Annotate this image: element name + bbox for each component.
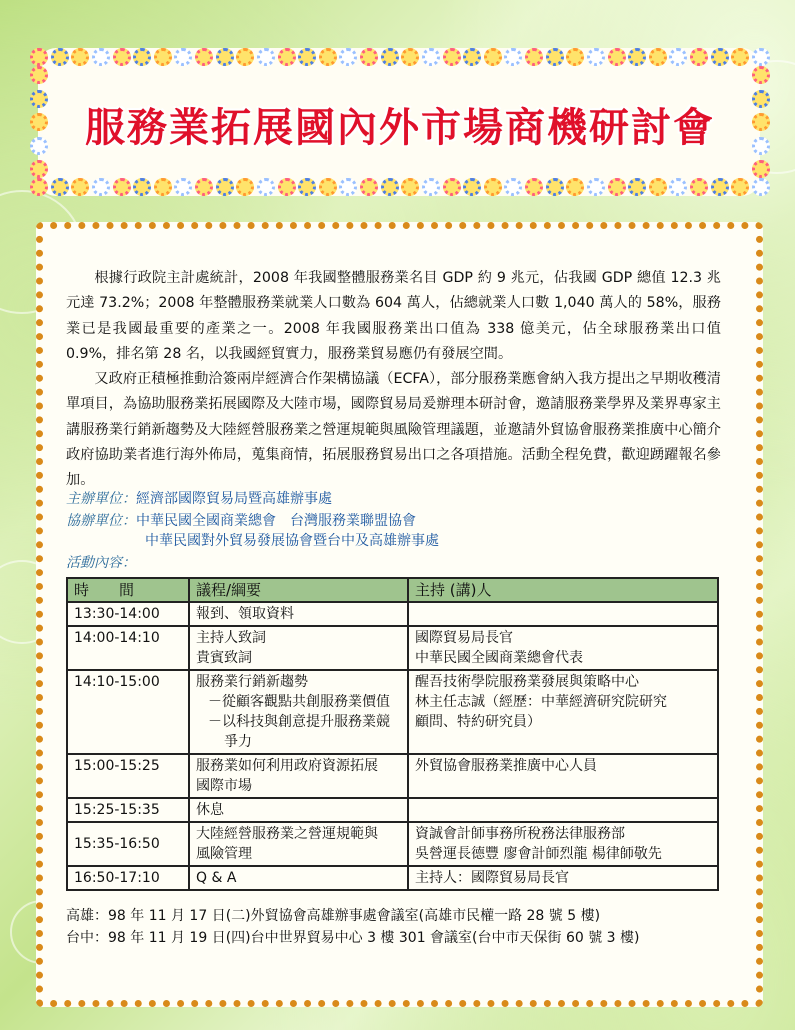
flower-icon	[216, 178, 234, 196]
agenda-speaker	[408, 822, 718, 866]
flower-icon	[30, 90, 48, 108]
intro-text	[66, 266, 721, 494]
flower-icon	[566, 178, 584, 196]
flower-icon	[525, 178, 543, 196]
flower-icon	[731, 178, 749, 196]
flower-icon	[92, 178, 110, 196]
content-label: 活動內容：	[66, 555, 136, 571]
flower-icon	[587, 48, 605, 66]
agenda-row	[67, 626, 718, 670]
agenda-speaker	[408, 670, 718, 754]
header-time: 時 間	[67, 578, 189, 602]
flower-icon	[30, 66, 48, 84]
agenda-header-row	[67, 578, 718, 602]
co-organizer	[66, 511, 416, 531]
flower-icon	[154, 178, 172, 196]
agenda-speaker-line	[415, 800, 711, 820]
flower-icon	[236, 178, 254, 196]
flower-icon	[195, 178, 213, 196]
agenda-row	[67, 670, 718, 754]
host-value: 經濟部國際貿易局暨高雄辦事處	[136, 491, 332, 507]
flower-icon	[731, 48, 749, 66]
flower-icon	[669, 178, 687, 196]
agenda-time: 14:00-14:10	[67, 626, 189, 670]
content-heading	[66, 553, 136, 573]
page-title: 服務業拓展國內外市場商機研討會	[85, 105, 715, 151]
flower-icon	[504, 178, 522, 196]
agenda-speaker-line: 中華民國全國商業總會代表	[415, 650, 583, 666]
agenda-topic-line: 休息	[196, 802, 224, 818]
flower-icon	[30, 137, 48, 155]
agenda-speaker-line: 林主任志誠（經歷：中華經濟研究院研究	[415, 694, 667, 710]
flower-icon	[113, 178, 131, 196]
flower-icon	[690, 178, 708, 196]
agenda-topic-line: 爭力	[224, 734, 252, 750]
flower-icon	[711, 178, 729, 196]
intro-paragraph: 又政府正積極推動洽簽兩岸經濟合作架構協議（ECFA），部分服務業應會納入我方提出之早期收穫清單項目，為協助服務業拓展國際及大陸市場，國際貿易局爰辦理本研討會，邀請服務業學界及業界專家主講服務業行銷新趨勢及大陸經營服務業之營運規範與風險管理議題，並邀請外貿協會服務業推廣中心簡介政府協助業者進行海外佈局，蒐集商情，拓展服務貿易出口之各項措施。活動全程免費，歡迎踴躍報名參加。	[66, 371, 721, 489]
flower-icon	[71, 48, 89, 66]
agenda-row	[67, 798, 718, 822]
agenda-speaker-line: 顧問、特約研究員）	[415, 714, 541, 730]
agenda-speaker-line: 主持人：國際貿易局長官	[415, 870, 569, 886]
flower-icon	[752, 48, 770, 66]
flower-icon	[752, 178, 770, 196]
flower-icon	[443, 178, 461, 196]
flower-border-top	[30, 48, 770, 66]
flower-icon	[669, 48, 687, 66]
agenda-topic-line: 風險管理	[196, 846, 252, 862]
flower-icon	[51, 178, 69, 196]
flower-icon	[360, 48, 378, 66]
agenda-time: 15:35-16:50	[67, 822, 189, 866]
flower-icon	[298, 178, 316, 196]
flower-icon	[525, 48, 543, 66]
agenda-topic	[189, 866, 408, 890]
flower-icon	[319, 48, 337, 66]
co-label: 協辦單位：	[66, 513, 136, 529]
flower-icon	[133, 178, 151, 196]
agenda-speaker-line	[415, 604, 711, 624]
flower-border-left	[30, 66, 48, 178]
flower-icon	[278, 48, 296, 66]
agenda-topic	[189, 822, 408, 866]
agenda-topic-line: 服務業如何利用政府資源拓展	[196, 758, 378, 774]
flower-icon	[422, 178, 440, 196]
co-organizer-2	[145, 531, 439, 551]
flower-icon	[339, 48, 357, 66]
agenda-topic-line: 貴賓致詞	[196, 650, 252, 666]
flower-icon	[71, 178, 89, 196]
flower-icon	[319, 178, 337, 196]
agenda-row	[67, 822, 718, 866]
flower-icon	[339, 178, 357, 196]
flower-icon	[546, 178, 564, 196]
flower-icon	[608, 48, 626, 66]
header-speaker: 主持 (講)人	[408, 578, 718, 602]
flower-icon	[216, 48, 234, 66]
agenda-topic-line: －以科技與創意提升服務業競	[208, 714, 390, 730]
flower-icon	[174, 48, 192, 66]
agenda-topic-line: 主持人致詞	[196, 630, 266, 646]
flower-icon	[113, 48, 131, 66]
flower-icon	[752, 137, 770, 155]
header-topic: 議程/綱要	[189, 578, 408, 602]
agenda-speaker	[408, 626, 718, 670]
agenda-table	[66, 577, 719, 891]
agenda-speaker	[408, 602, 718, 626]
flower-icon	[401, 178, 419, 196]
flower-icon	[546, 48, 564, 66]
agenda-topic-line: Q & A	[196, 870, 237, 886]
flower-icon	[401, 48, 419, 66]
intro-paragraph: 根據行政院主計處統計，2008 年我國整體服務業名目 GDP 約 9 兆元，佔我國 GDP 總值 12.3 兆元達 73.2%；2008 年整體服務業就業人口數為 604 萬人，佔總就業人口數 1,040 萬人的 58%，服務業已是我國最重要的產業之一。2008 年我國服務業出口值為 338 億美元，佔全球服務業出口值 0.9%，排名第 28 名，以我國經貿實力，服務業貿易應仍有發展空間。	[66, 270, 721, 362]
flower-icon	[154, 48, 172, 66]
flower-icon	[752, 66, 770, 84]
flower-icon	[752, 113, 770, 131]
flower-icon	[711, 48, 729, 66]
agenda-time: 15:00-15:25	[67, 754, 189, 798]
flower-icon	[30, 160, 48, 178]
flower-icon	[257, 178, 275, 196]
flower-icon	[690, 48, 708, 66]
flower-icon	[649, 178, 667, 196]
agenda-topic	[189, 798, 408, 822]
flower-icon	[443, 48, 461, 66]
flower-icon	[504, 48, 522, 66]
flower-icon	[278, 178, 296, 196]
flower-icon	[381, 178, 399, 196]
co-value-2: 中華民國對外貿易發展協會暨台中及高雄辦事處	[145, 533, 439, 549]
co-value-1: 中華民國全國商業總會 台灣服務業聯盟協會	[136, 513, 416, 529]
flower-icon	[381, 48, 399, 66]
flower-icon	[422, 48, 440, 66]
flower-icon	[463, 48, 481, 66]
flower-icon	[30, 178, 48, 196]
flower-icon	[752, 90, 770, 108]
flower-border-right	[752, 66, 770, 178]
agenda-topic-line: －從顧客觀點共創服務業價值	[208, 694, 390, 710]
flower-icon	[51, 48, 69, 66]
flower-icon	[484, 178, 502, 196]
venue-kaohsiung: 高雄：98 年 11 月 17 日(二)外貿協會高雄辦事處會議室(高雄市民權一路 28 號 5 樓)	[66, 908, 601, 924]
agenda-row	[67, 866, 718, 890]
agenda-row	[67, 602, 718, 626]
agenda-row	[67, 754, 718, 798]
flower-icon	[463, 178, 481, 196]
agenda-speaker-line: 吳營運長德豐 廖會計師烈龍 楊律師敬先	[415, 846, 662, 862]
flower-icon	[257, 48, 275, 66]
flower-icon	[133, 48, 151, 66]
agenda-topic-line: 報到、領取資料	[196, 606, 294, 622]
flower-icon	[484, 48, 502, 66]
agenda-time: 15:25-15:35	[67, 798, 189, 822]
flower-icon	[298, 48, 316, 66]
agenda-speaker	[408, 754, 718, 798]
flower-icon	[195, 48, 213, 66]
agenda-topic	[189, 626, 408, 670]
agenda-topic	[189, 670, 408, 754]
flower-icon	[236, 48, 254, 66]
agenda-topic	[189, 754, 408, 798]
flower-icon	[628, 178, 646, 196]
agenda-speaker-line: 國際貿易局長官	[415, 630, 513, 646]
agenda-speaker	[408, 866, 718, 890]
agenda-speaker-line: 醒吾技術學院服務業發展與策略中心	[415, 674, 639, 690]
agenda-time: 14:10-15:00	[67, 670, 189, 754]
agenda-topic	[189, 602, 408, 626]
flower-icon	[30, 48, 48, 66]
agenda-speaker-line: 資誠會計師事務所稅務法律服務部	[415, 826, 625, 842]
host-label: 主辦單位：	[66, 491, 136, 507]
flower-border-bottom	[30, 178, 770, 196]
venue-taichung: 台中：98 年 11 月 19 日(四)台中世界貿易中心 3 樓 301 會議室(台中市天保街 60 號 3 樓)	[66, 930, 640, 946]
flower-icon	[608, 178, 626, 196]
flower-icon	[174, 178, 192, 196]
flower-icon	[30, 113, 48, 131]
agenda-topic-line: 國際市場	[196, 778, 252, 794]
agenda-speaker	[408, 798, 718, 822]
flower-icon	[566, 48, 584, 66]
agenda-time: 13:30-14:00	[67, 602, 189, 626]
flower-icon	[752, 160, 770, 178]
flower-icon	[92, 48, 110, 66]
agenda-time: 16:50-17:10	[67, 866, 189, 890]
flower-icon	[360, 178, 378, 196]
flower-icon	[628, 48, 646, 66]
agenda-topic-line: 大陸經營服務業之營運規範與	[196, 826, 378, 842]
flower-icon	[587, 178, 605, 196]
agenda-topic-line: 服務業行銷新趨勢	[196, 674, 308, 690]
flower-icon	[649, 48, 667, 66]
host-organizer	[66, 489, 332, 509]
agenda-speaker-line: 外貿協會服務業推廣中心人員	[415, 758, 597, 774]
